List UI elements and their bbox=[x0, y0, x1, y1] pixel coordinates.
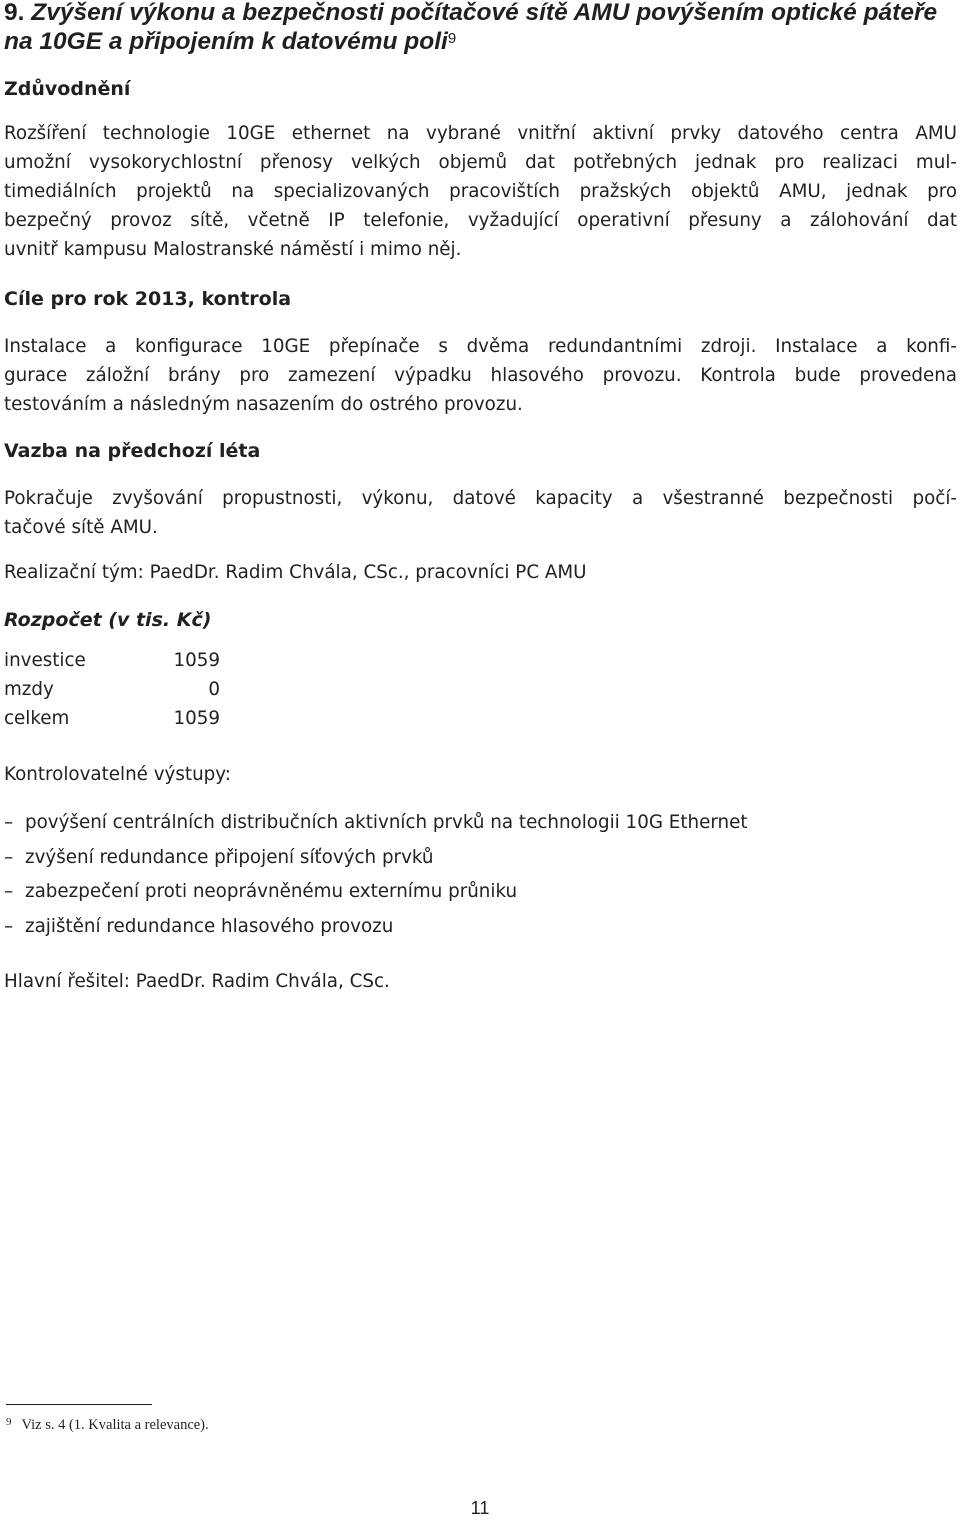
budget-table bbox=[4, 646, 220, 733]
investigator-line: Hlavní řešitel: PaedDr. Radim Chvála, CSc. bbox=[4, 971, 390, 992]
justification-line: bezpečný provoz sítě, včetně IP telefonie, vyžadující operativní přesuny a zálohování dat bbox=[4, 210, 957, 231]
title-number: 9. bbox=[4, 0, 25, 26]
title-text: Zvýšení výkonu a bezpečnosti počítačové sítě AMU povýšením optické páteře na 10GE a připojením k datovému poli bbox=[4, 0, 938, 55]
dash-bullet: – bbox=[4, 846, 14, 868]
justification-line: uvnitř kampusu Malostranské náměstí i mimo něj. bbox=[4, 239, 462, 260]
budget-row bbox=[4, 704, 220, 733]
footnote-divider bbox=[6, 1404, 152, 1405]
budget-value: 1059 bbox=[173, 708, 220, 729]
outputs-list bbox=[4, 806, 748, 944]
output-item-text: zabezpečení proti neoprávněnému externímu průniku bbox=[25, 881, 518, 902]
budget-value: 0 bbox=[208, 679, 220, 700]
goals-heading: Cíle pro rok 2013, kontrola bbox=[4, 288, 292, 310]
list-item bbox=[4, 806, 748, 841]
budget-row bbox=[4, 675, 220, 704]
goals-line: gurace záložní brány pro zamezení výpadku hlasového provozu. Kontrola bude provedena bbox=[4, 365, 957, 386]
team-line: Realizační tým: PaedDr. Radim Chvála, CSc., pracovníci PC AMU bbox=[4, 562, 587, 583]
justification-line: timediálních projektů na specializovaných pracovištích pražských objektů AMU, jednak pro bbox=[4, 181, 957, 202]
previous-years-heading: Vazba na předchozí léta bbox=[4, 440, 261, 462]
justification-line: Rozšíření technologie 10GE ethernet na vybrané vnitřní aktivní prvky datového centra AMU bbox=[4, 123, 957, 144]
footnote-text: Viz s. 4 (1. Kvalita a relevance). bbox=[21, 1417, 209, 1433]
list-item bbox=[4, 875, 748, 910]
dash-bullet: – bbox=[4, 915, 14, 937]
justification-heading: Zdůvodnění bbox=[4, 78, 131, 100]
goals-line: Instalace a konfigurace 10GE přepínače s dvěma redundantními zdroji. Instalace a konfi- bbox=[4, 336, 957, 357]
footnote-marker: 9 bbox=[6, 1416, 12, 1428]
justification-line: umožní vysokorychlostní přenosy velkých objemů dat potřebných jednak pro realizaci mul- bbox=[4, 152, 957, 173]
output-item-text: zvýšení redundance připojení síťových prvků bbox=[25, 846, 434, 868]
footnote bbox=[6, 1415, 209, 1435]
budget-label: investice bbox=[4, 650, 86, 671]
budget-label: celkem bbox=[4, 708, 70, 729]
page-number: 11 bbox=[470, 1498, 490, 1518]
budget-label: mzdy bbox=[4, 679, 54, 700]
budget-row bbox=[4, 646, 220, 675]
dash-bullet: – bbox=[4, 812, 14, 833]
outputs-heading: Kontrolovatelné výstupy: bbox=[4, 764, 231, 785]
goals-line: testováním a následným nasazením do ostrého provozu. bbox=[4, 394, 523, 415]
page-title bbox=[4, 0, 957, 56]
budget-heading: Rozpočet (v tis. Kč) bbox=[4, 609, 212, 631]
list-item bbox=[4, 841, 748, 876]
previous-years-paragraph bbox=[4, 484, 957, 542]
justification-paragraph bbox=[4, 119, 957, 264]
dash-bullet: – bbox=[4, 881, 14, 902]
previous-years-line: tačové sítě AMU. bbox=[4, 517, 158, 538]
list-item bbox=[4, 910, 748, 945]
output-item-text: zajištění redundance hlasového provozu bbox=[25, 915, 394, 937]
title-footnote-ref[interactable]: 9 bbox=[447, 30, 457, 47]
goals-paragraph bbox=[4, 332, 957, 419]
budget-value: 1059 bbox=[173, 650, 220, 671]
output-item-text: povýšení centrálních distribučních aktivních prvků na technologii 10G Ethernet bbox=[25, 812, 748, 833]
previous-years-line: Pokračuje zvyšování propustnosti, výkonu, datové kapacity a všestranné bezpečnosti počí- bbox=[4, 488, 957, 509]
